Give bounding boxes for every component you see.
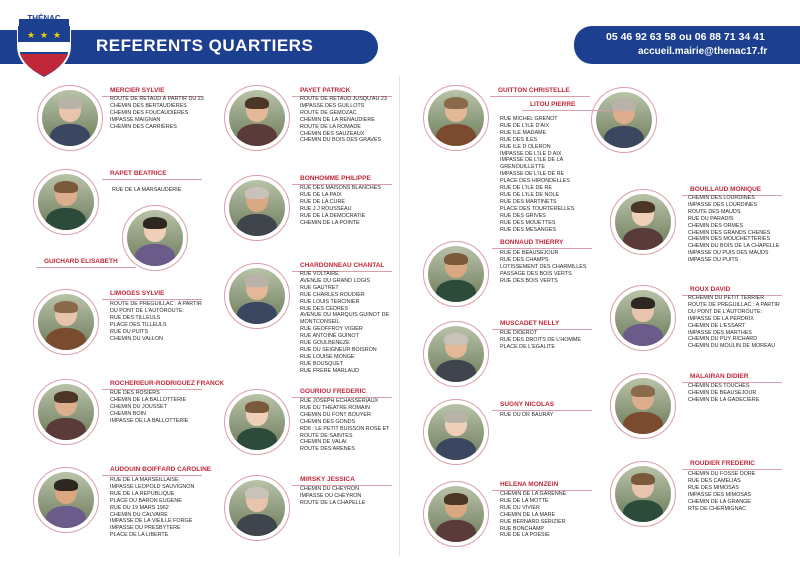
- referent-name: ROUDIER FREDERIC: [690, 460, 756, 467]
- street-list: [110, 301, 202, 342]
- street-item: ROUTE DE LA CHAPELLE: [300, 499, 366, 506]
- street-item: RUE LOUIS TERCINIER: [300, 298, 360, 305]
- street-item: IMPASSE DE LA PERDRIX: [688, 315, 754, 322]
- street-item: CHEMIN DE L'ESSART: [688, 322, 746, 329]
- referent-name: SUGNY NICOLAS: [500, 401, 555, 408]
- street-item: CHEMIN DE LA BALLOTTERIE: [110, 396, 187, 403]
- street-item: RUE MICHEL GRENOT: [500, 116, 558, 122]
- referent-photo: [615, 194, 671, 250]
- street-item: RUE GAUTRET: [300, 284, 339, 291]
- referent-photo: [615, 466, 671, 522]
- street-item: IMPASSE DE L'ILE DE LA: [500, 157, 564, 164]
- referent-name: MUSCADET NELLY: [500, 320, 560, 327]
- street-item: RUE DES MIMOSAS: [688, 484, 739, 491]
- name-underline: [492, 410, 592, 411]
- street-list: [500, 116, 574, 233]
- referent-name: MIRSKY JESSICA: [300, 476, 355, 483]
- street-item: RD6 : LE PETIT BUISSON ROSE ET: [300, 425, 390, 432]
- street-list: [300, 185, 381, 226]
- street-item: CHEMIN DE LA RENAUDIERE: [300, 116, 375, 123]
- street-item: RUE DES GRIVES: [500, 212, 546, 219]
- referent-photo: [38, 174, 94, 230]
- street-item: IMPASSE DES LOURDINES: [688, 201, 758, 208]
- street-item: PLACE DES HIRONDELLES: [500, 178, 570, 185]
- street-item: CHEMIN DES ORMES: [688, 222, 744, 229]
- name-underline: [682, 469, 782, 470]
- street-list: [500, 412, 553, 419]
- street-item: RUE DES MOUETTES: [500, 219, 556, 226]
- street-item: CHEMIN DU CALVAIRE: [110, 511, 168, 518]
- street-item: RUE DES ILES: [500, 136, 538, 143]
- street-item: CHEMIN DU BOIS DE LA CHAPELLE: [688, 243, 780, 250]
- street-list: [688, 383, 759, 404]
- street-item: RUE DE LA DEMOCRATIE: [300, 212, 366, 219]
- street-item: PLACE DE L'EGALITE: [500, 343, 555, 350]
- street-item: CHEMIN DES TOUCHES: [688, 383, 750, 389]
- name-underline: [102, 475, 202, 476]
- street-item: CHEMIN DU BOIS DES GRAVES: [300, 137, 382, 144]
- street-item: IMPASSE LEOPOLD SAUVIGNON: [110, 483, 195, 490]
- referent-name: BONNAUD THIERRY: [500, 239, 564, 246]
- street-item: RUE DES BOIS VERTS: [500, 277, 558, 284]
- street-item: RUE DES CAMELIAS: [688, 477, 741, 484]
- street-item: RCHEMIN DU PETIT TERRIER: [688, 295, 765, 301]
- street-item: IMPASSE DE L'ILE D AIX: [500, 150, 562, 157]
- street-item: IMPASSE DU PUITS: [688, 257, 739, 264]
- street-item: CHEMIN DU VALLON: [110, 335, 163, 342]
- page-title: REFERENTS QUARTIERS: [96, 36, 314, 55]
- street-item: RUE ILE MADAME: [500, 129, 547, 136]
- street-item: RUE DES CHAMPS: [500, 256, 549, 263]
- street-item: IMPASSE DU PRESBYTERE: [110, 525, 181, 532]
- street-item: CHEMIN DU FONT BOUYER: [300, 411, 371, 418]
- street-list: [688, 295, 780, 350]
- referent-photo: [38, 294, 94, 350]
- street-item: CHEMIN DES BERTAUDIÈRES: [110, 102, 187, 109]
- street-item: RUE DIDEROT: [500, 330, 538, 336]
- referent-photo: [428, 246, 484, 302]
- referent-photo: [38, 384, 94, 440]
- street-item: CHEMIN DE VALAI: [300, 439, 347, 446]
- referent-photo: [127, 210, 183, 266]
- street-item: CHEMIN DES GONDS: [300, 418, 356, 425]
- street-list: [688, 195, 779, 264]
- street-item: IMPASSE DE LA BALLOTTERIE: [110, 417, 189, 424]
- referent-name: BOUILLAUD MONIQUE: [690, 186, 762, 193]
- street-item: PLACE DU BARON EUGENE: [110, 497, 182, 504]
- street-item: RUE DES TILLEULS: [110, 314, 161, 321]
- logo-town-name: THÉNAC: [27, 14, 61, 23]
- referent-name: HELENA MONZEIN: [500, 481, 559, 488]
- name-underline: [490, 96, 590, 97]
- street-item: RUE DE LA CURE: [300, 198, 345, 205]
- street-item: CHEMIN BOIN: [110, 410, 146, 417]
- svg-text:★: ★: [53, 30, 62, 40]
- street-item: ROUTE DE PREGUILLAC : A PARTIR: [110, 301, 202, 307]
- street-item: CHEMIN DE BEAUSEJOUR: [688, 389, 757, 396]
- street-item: IMPASSE DU CHEYRON: [300, 492, 362, 499]
- street-item: RUE DU PUITS: [110, 328, 149, 335]
- referent-name: RAPET BEATRICE: [110, 170, 167, 177]
- street-item: CHEMIN DES CARRIÈRES: [110, 123, 177, 130]
- street-item: RUE DES CEDRES: [300, 305, 348, 312]
- referent-photo: [38, 472, 94, 528]
- street-item: RUE DE LA MOTTE: [500, 497, 549, 504]
- street-item: RUE DES MESANGES: [500, 226, 557, 233]
- street-item: DU PONT DE L'AUTOROUTE:: [110, 307, 184, 314]
- street-item: CHEMIN DES SAUZEAUX: [300, 130, 365, 137]
- svg-text:★: ★: [40, 30, 49, 40]
- referent-name: MALAIRAN DIDIER: [690, 373, 749, 380]
- street-list: [110, 390, 188, 425]
- referent-name: GOURIOU FREDERIC: [300, 388, 367, 395]
- street-item: RUE DU PARADIS: [688, 215, 734, 222]
- referent-photo: [428, 326, 484, 382]
- street-item: PLACE DE LA LIBERTE: [110, 532, 169, 539]
- referent-name: GUITTON CHRISTELLE: [498, 87, 570, 94]
- street-item: RUE DE BEAUSEJOUR: [500, 250, 559, 256]
- street-item: RUE DE LA REPUBLIQUE: [110, 490, 175, 497]
- street-list: [300, 398, 389, 453]
- contact-email[interactable]: accueil.mairie@thenac17.fr: [638, 46, 768, 57]
- contact-phone[interactable]: 05 46 92 63 58 ou 06 88 71 34 41: [606, 31, 765, 43]
- street-item: IMPASSE MAIGNAN: [110, 116, 161, 123]
- referent-name: AUDOUIN BOIFFARD CAROLINE: [110, 466, 212, 473]
- street-item: RUE BERNARD SERIZIER: [500, 518, 566, 525]
- referent-photo: [615, 290, 671, 346]
- street-item: IMPASSE DES MIMOSAS: [688, 491, 752, 498]
- referent-photo: [596, 92, 652, 148]
- street-item: ROUTE DE GEMOZAC: [300, 109, 357, 116]
- street-item: RUE DU SEIGNEUR BOISRON: [300, 346, 377, 353]
- street-list: [500, 491, 566, 539]
- referent-name: LIMOGES SYLVIE: [110, 290, 165, 297]
- street-list: [500, 250, 586, 285]
- street-item: RUE DE L'ILE DE NOLE: [500, 191, 560, 198]
- street-item: RUE DE LA POESIE: [500, 532, 550, 539]
- street-item: RUE ANTOINE GUINOT: [300, 333, 359, 340]
- street-list: [110, 96, 204, 131]
- street-item: IMPASSE DES MARTHES: [688, 329, 752, 336]
- referent-photo: [428, 404, 484, 460]
- street-item: RUE DE LA MARSAUDERIE: [112, 187, 182, 193]
- street-item: CHEMIN DES MOUCHETTERIES: [688, 236, 771, 243]
- street-item: CHEMIN DU JOUSSET: [110, 403, 167, 410]
- street-item: RUE DES ROSIERS: [110, 390, 160, 396]
- name-underline: [102, 299, 202, 300]
- street-item: MONTCONSEIL: [300, 319, 340, 326]
- street-item: IMPASSE DES GUILLOTS: [300, 102, 365, 109]
- referent-photo: [229, 180, 285, 236]
- referent-photo: [229, 90, 285, 146]
- street-item: RUE BOUSQUET: [300, 360, 344, 367]
- referent-photo: [42, 90, 98, 146]
- name-underline: [36, 267, 136, 268]
- street-item: CHEMIN DES GRANDS CHENES: [688, 229, 771, 236]
- street-item: ROUTE DE PREGUILLAC : A PARTIR: [688, 301, 780, 308]
- referent-photo: [229, 480, 285, 536]
- street-item: CHEMIN DES FOUCAUDIÈRES: [110, 109, 189, 116]
- street-item: ROUTE DE RETAUD À PARTIR DU 23: [110, 96, 204, 102]
- referent-name: BONHOMME PHILIPPE: [300, 175, 371, 182]
- street-item: RUE DES MAISONS BLANCHES: [300, 185, 381, 191]
- referent-name: MERCIER SYLVIE: [110, 87, 165, 94]
- street-item: RUE DU 19 MARS 1962: [110, 504, 169, 511]
- street-item: RUE VOLTAIRE: [300, 271, 339, 277]
- street-item: IMPASSE DE LA VIEILLE FORGE: [110, 518, 193, 525]
- street-item: RUE LOUISE MONGE: [300, 353, 355, 360]
- street-item: IMPASSE DU PUIS DES MAUDS: [688, 250, 769, 257]
- referent-name: LITOU PIERRE: [530, 101, 576, 108]
- street-item: LOTISSEMENT DES CHARMILLES: [500, 263, 587, 270]
- street-item: CHEMIN DU FOSSE DORE: [688, 471, 756, 477]
- street-item: IMPASSE DE L'ILE DE RE: [500, 171, 565, 178]
- street-item: RUE FRERE MARLAUD: [300, 367, 360, 374]
- street-item: RUE DU VIVIER: [500, 504, 540, 511]
- name-underline: [102, 179, 202, 180]
- street-item: CHEMIN DU MOULIN DE MOREAU: [688, 343, 776, 350]
- street-item: ROUTE DES MAUDS: [688, 208, 741, 215]
- street-item: CHEMIN DE LA POINTE: [300, 219, 360, 226]
- street-item: RUE DE LA PAIX: [300, 191, 342, 198]
- street-item: RUE GEOFFROY VIGIER: [300, 326, 363, 333]
- street-item: ROUTE DE LA ROMADE: [300, 123, 361, 130]
- referent-photo: [615, 378, 671, 434]
- street-item: RUE DES MARTINETS: [500, 198, 557, 205]
- referent-name: ROCHERIEUR-RODRIGUEZ FRANCK: [110, 380, 225, 387]
- street-item: CHEMIN DE LA GADECIERE: [688, 396, 760, 403]
- street-item: CHEMIN DES LOURDINES: [688, 195, 755, 201]
- street-item: ROUTE DES ARENES: [300, 446, 355, 453]
- referent-photo: [229, 394, 285, 450]
- street-item: RUE ILE D OLERON: [500, 143, 551, 150]
- street-item: ROUTE DE RETAUD JUSQU'AU 23: [300, 96, 387, 102]
- referent-name: CHARDONNEAU CHANTAL: [300, 262, 385, 269]
- street-item: CHEMIN DU PUY RICHARD: [688, 336, 758, 343]
- referent-name: PAYET PATRICK: [300, 87, 351, 94]
- street-item: RUE DE L'ILE D'AIX: [500, 122, 550, 129]
- street-item: PLACE DES TOURTERELLES: [500, 205, 575, 212]
- street-item: RTE DE CHERMIGNAC: [688, 505, 747, 512]
- street-item: RUE DES DROITS DE L'HOMME: [500, 336, 581, 343]
- street-item: CHEMIN DE LA GARENNE: [500, 491, 567, 497]
- street-item: CHEMIN DU CHEYRON: [300, 486, 359, 492]
- street-item: RUE CHARLES ROUDIER: [300, 291, 365, 298]
- name-underline: [522, 110, 622, 111]
- street-list: [112, 187, 181, 194]
- street-item: RUE J.J ROUSSEAU: [300, 205, 352, 212]
- street-item: GRENOUILLETTE: [500, 164, 545, 171]
- street-item: PLACE DES TILLEULS: [110, 321, 167, 328]
- referent-name: GUICHARD ELISABETH: [44, 258, 118, 265]
- street-list: [500, 330, 581, 351]
- referent-name: ROUX DAVID: [690, 286, 731, 293]
- page-divider: [399, 76, 400, 556]
- street-item: AVENUE DU GRAND LOGIS: [300, 277, 370, 284]
- street-item: CHEMIN DE LA GRANGE: [688, 498, 751, 505]
- street-list: [300, 486, 365, 507]
- street-list: [300, 96, 387, 144]
- street-item: ROUTE DE SAINTES: [300, 432, 353, 439]
- street-item: RUE BONCHAMP: [500, 525, 545, 532]
- street-item: RUE DU THEATRE ROMAIN: [300, 404, 370, 411]
- name-underline: [492, 248, 592, 249]
- svg-text:★: ★: [27, 30, 36, 40]
- street-item: RUE DE LA MARSEILLAISE: [110, 477, 179, 483]
- street-list: [688, 471, 755, 512]
- street-item: RUE DE L'ILE DE RE: [500, 185, 552, 192]
- street-list: [110, 477, 194, 539]
- street-list: [300, 271, 389, 375]
- street-item: RUE JOSEPH ECHASSERIAUX: [300, 398, 379, 404]
- street-item: RUE DU DR BAURAY: [500, 412, 554, 418]
- referent-photo: [428, 90, 484, 146]
- street-item: RUE GOULBENEZE: [300, 340, 350, 347]
- street-item: PASSAGE DES BOIS VERTS: [500, 270, 572, 277]
- referent-photo: [229, 268, 285, 324]
- street-item: AVENUE DU MARQUIS GUINOT DE: [300, 312, 390, 319]
- referent-photo: [428, 486, 484, 542]
- street-item: DU PONT DE L'AUTOROUTE:: [688, 308, 762, 315]
- street-item: CHEMIN DE LA MARE: [500, 511, 556, 518]
